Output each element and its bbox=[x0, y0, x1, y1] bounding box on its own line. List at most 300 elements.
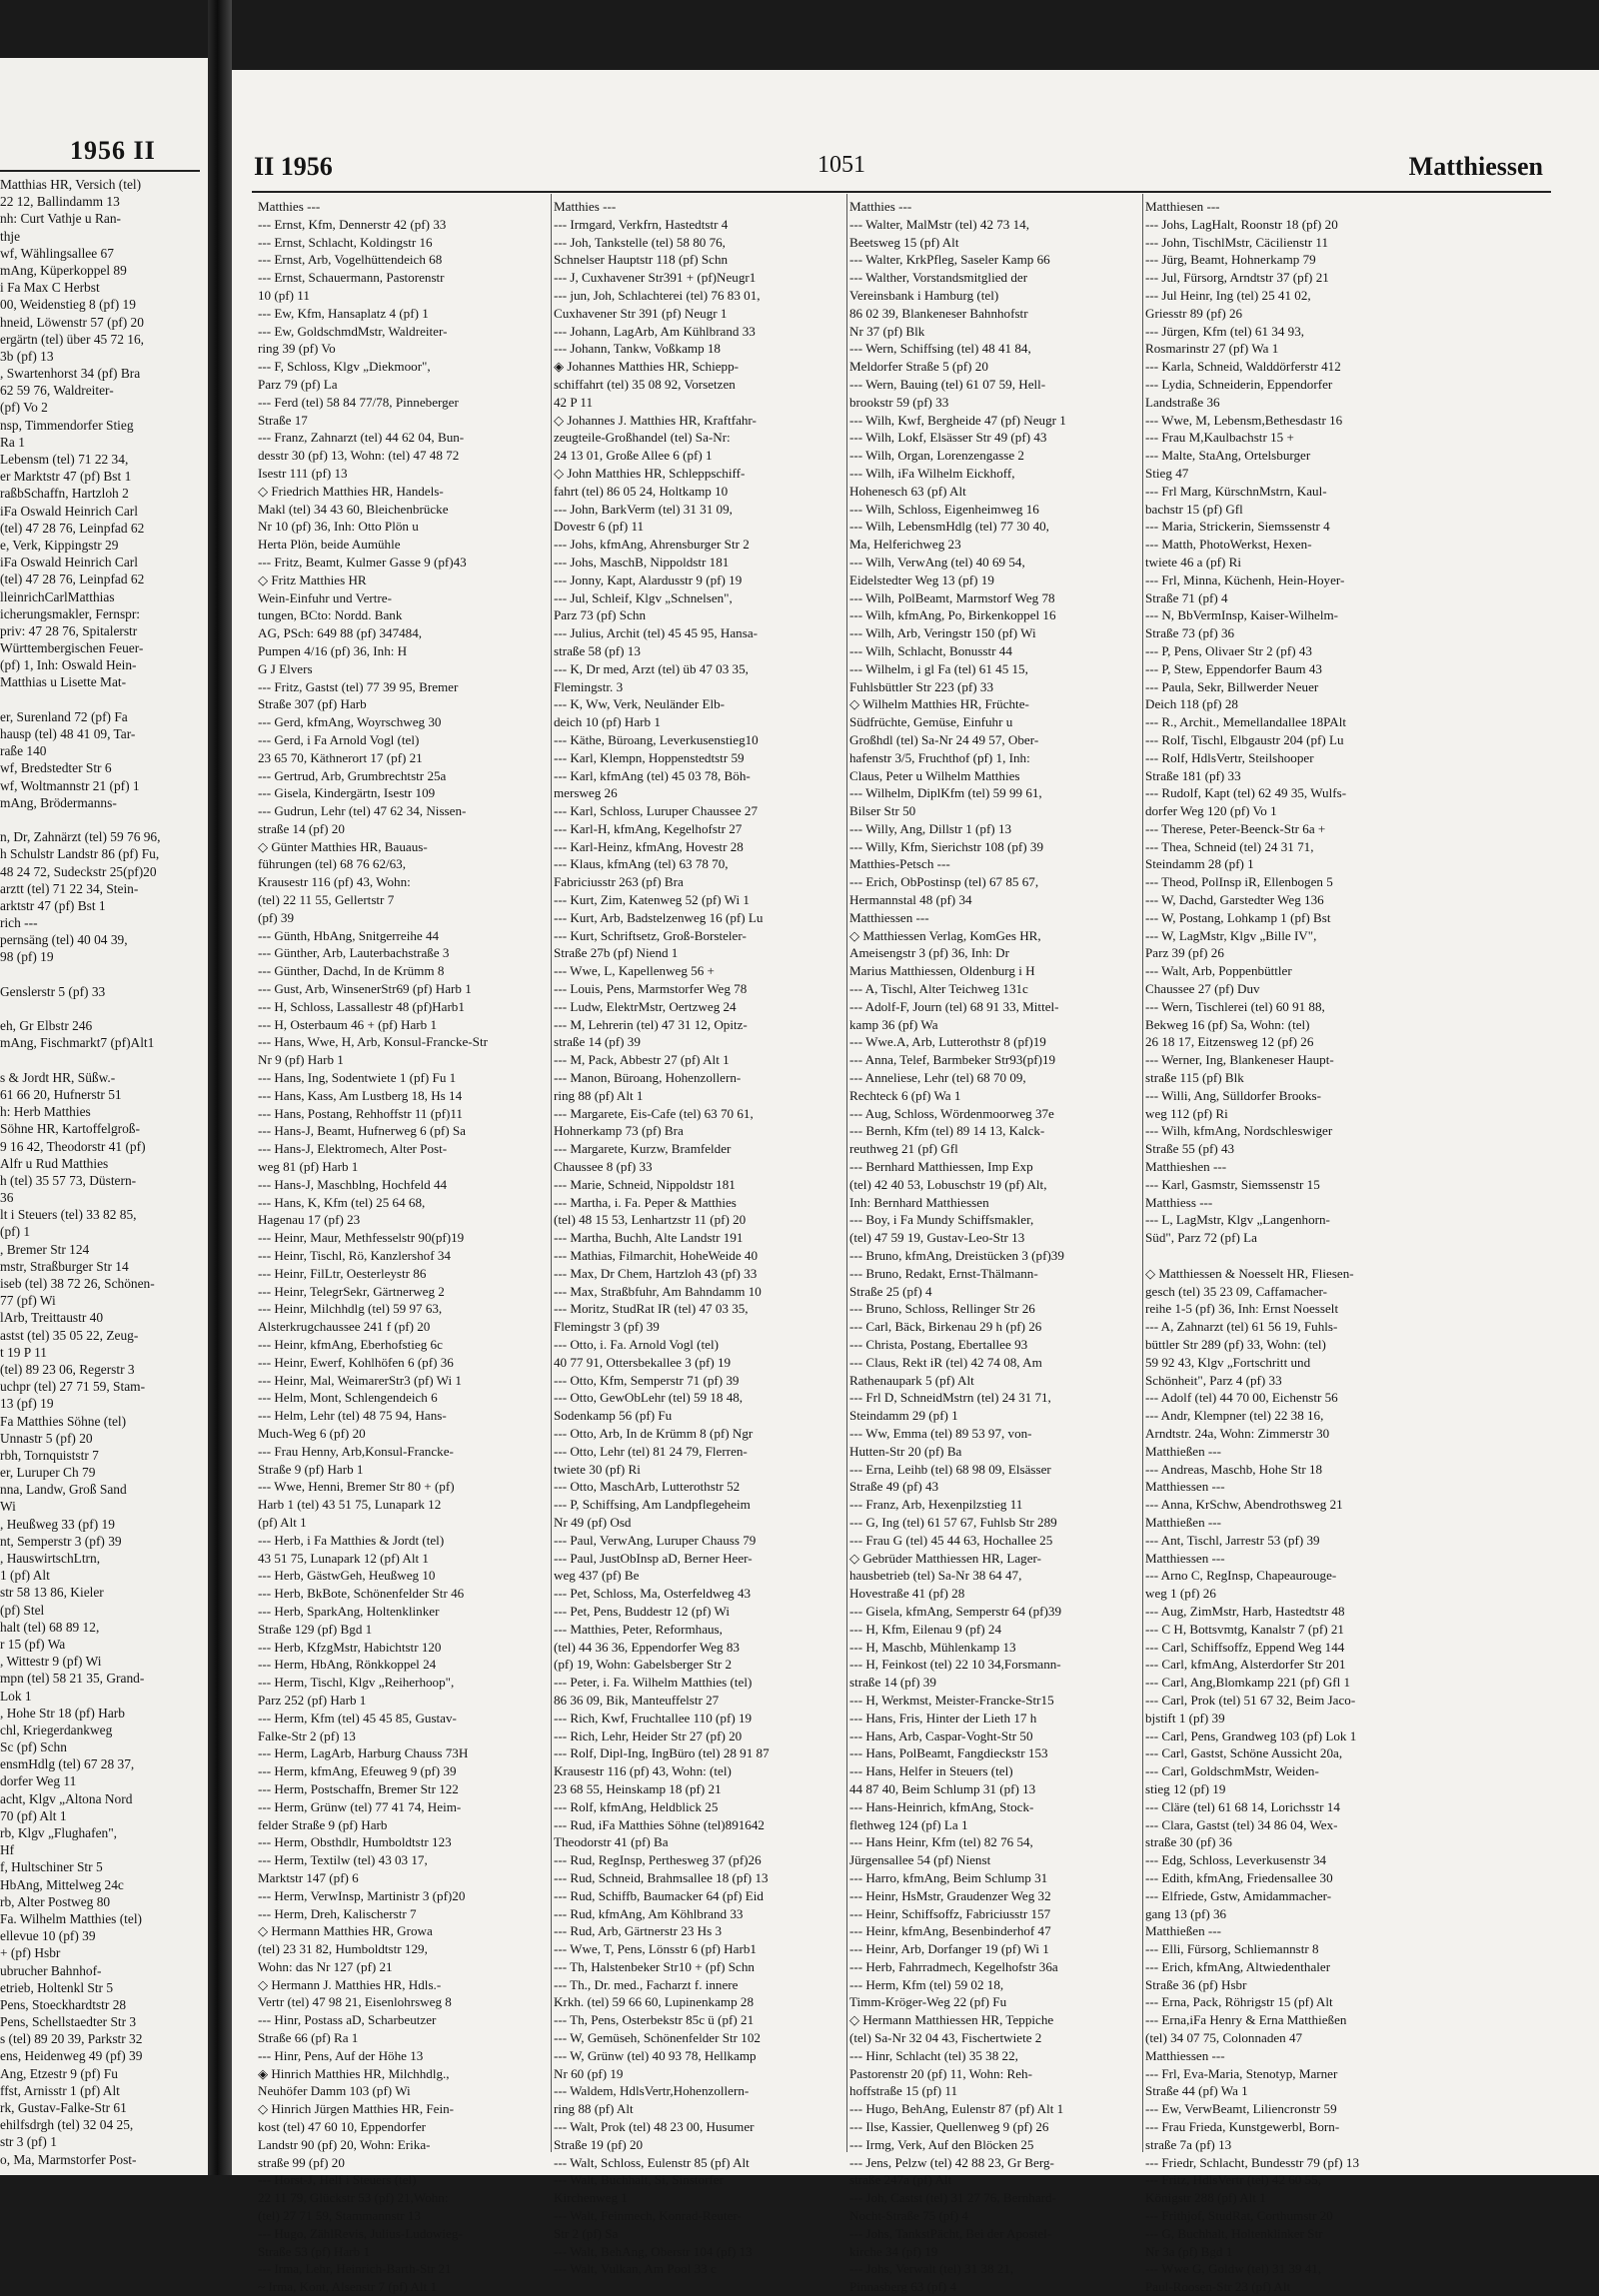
directory-entry-line: --- Walther, Vorstandsmitglied der bbox=[849, 270, 1028, 286]
directory-entry-line: --- Johs, TankstPächt, Bei der Apostel- bbox=[849, 2225, 1052, 2241]
directory-entry-line: 86 36 09, Bik, Manteuffelstr 27 bbox=[554, 1692, 720, 1708]
directory-entry-line: --- G, Buchhalt, Holtenklinker Str bbox=[1145, 2225, 1323, 2241]
left-page-line: icherungsmakler, Fernspr: bbox=[0, 605, 141, 621]
directory-entry-line: Südfrüchte, Gemüse, Einfuhr u bbox=[849, 714, 1013, 730]
directory-entry-line: Matthiess --- bbox=[1145, 1194, 1213, 1210]
directory-entry-line: Arndtstr. 24a, Wohn: Zimmerstr 30 bbox=[1145, 1425, 1330, 1441]
directory-entry-line: flethweg 124 (pf) La 1 bbox=[849, 1816, 968, 1832]
left-page-line: HbAng, Mittelweg 24c bbox=[0, 1876, 124, 1892]
directory-entry-line: --- Karl-Heinz, kfmAng, Hovestr 28 bbox=[554, 838, 744, 854]
left-page-line: rk, Gustav-Falke-Str 61 bbox=[0, 2100, 127, 2115]
directory-entry-line: ◈ Hinrich Matthies HR, Milchhdlg., bbox=[258, 2065, 450, 2081]
directory-entry-line: --- Erich, kfmAng, Altwiedenthaler bbox=[1145, 1958, 1331, 1974]
directory-entry-line: --- K, Ww, Verk, Neuländer Elb- bbox=[554, 696, 726, 712]
directory-entry-line: Dovestr 6 (pf) 11 bbox=[554, 519, 645, 535]
directory-entry-line: --- Hans, Helfer in Steuers (tel) bbox=[849, 1763, 1013, 1779]
directory-entry-line: --- Hinr, Schlacht (tel) 35 38 22, bbox=[849, 2047, 1018, 2063]
directory-entry-line: --- Wilh, Schlacht, Bonusstr 44 bbox=[849, 642, 1012, 658]
directory-entry-line: --- Herb, BkBote, Schönenfelder Str 46 bbox=[258, 1586, 465, 1602]
directory-entry-line: --- Jonny, Kapt, Alardusstr 9 (pf) 19 bbox=[554, 572, 743, 587]
directory-entry-line: Matthießen --- bbox=[1145, 1514, 1221, 1530]
directory-entry-line: --- Herb, GästwGeh, Heußweg 10 bbox=[258, 1568, 436, 1584]
directory-entry-line: --- Johann, LagArb, Am Kühlbrand 33 bbox=[554, 323, 756, 339]
directory-entry-line: Claus, Peter u Wilhelm Matthies bbox=[849, 767, 1020, 783]
left-page-line: er, Luruper Ch 79 bbox=[0, 1465, 96, 1481]
directory-entry-line: --- Gust, Arb, WinsenerStr69 (pf) Harb 1 bbox=[258, 981, 472, 997]
left-page-line: hausp (tel) 48 41 09, Tar- bbox=[0, 726, 136, 741]
directory-entry-line: --- Wilh, Kwf, Bergheide 47 (pf) Neugr 1 bbox=[849, 412, 1066, 428]
directory-entry-line: --- Hans, Arb, Caspar-Voght-Str 50 bbox=[849, 1727, 1033, 1743]
directory-entry-line: --- Carl, Schiffsoffz, Eppend Weg 144 bbox=[1145, 1639, 1345, 1655]
left-page-line: 9 16 42, Theodorstr 41 (pf) bbox=[0, 1138, 146, 1154]
directory-entry-line: ring 88 (pf) Alt 1 bbox=[554, 1087, 644, 1103]
left-page-line: lArb, Treittaustr 40 bbox=[0, 1310, 104, 1326]
directory-entry-line: --- Pet, Pens, Buddestr 12 (pf) Wi bbox=[554, 1603, 730, 1619]
directory-entry-line: --- Otto, Arb, In de Krümm 8 (pf) Ngr bbox=[554, 1425, 754, 1441]
directory-entry-line: Rathenaupark 5 (pf) Alt bbox=[849, 1372, 974, 1388]
directory-entry-line: Beetsweg 15 (pf) Alt bbox=[849, 234, 959, 250]
directory-entry-line: Straße 181 (pf) 33 bbox=[1145, 767, 1241, 783]
directory-entry-line: G J Elvers bbox=[258, 660, 313, 676]
directory-entry-line: (pf) Alt 1 bbox=[258, 1514, 307, 1530]
directory-entry-line: felder Straße 9 (pf) Harb bbox=[258, 1816, 388, 1832]
directory-entry-line: --- Rolf, Tischl, Elbgaustr 204 (pf) Lu bbox=[1145, 731, 1344, 747]
directory-entry-line: --- Herm, Tischl, Klgv „Reiherhoop", bbox=[258, 1675, 455, 1691]
directory-entry-line: --- Carl, Ang,Blomkamp 221 (pf) Gfl 1 bbox=[1145, 1675, 1351, 1691]
directory-entry-line: Bekweg 16 (pf) Sa, Wohn: (tel) bbox=[1145, 1016, 1310, 1032]
directory-entry-line: --- Heinr, Ewerf, Kohlhöfen 6 (pf) 36 bbox=[258, 1354, 454, 1370]
directory-entry-line: --- Carl, Prok (tel) 51 67 32, Beim Jaco- bbox=[1145, 1692, 1356, 1708]
left-page-line: s (tel) 89 20 39, Parkstr 32 bbox=[0, 2031, 143, 2047]
directory-entry-line: --- Ww, Emma (tel) 89 53 97, von- bbox=[849, 1425, 1032, 1441]
left-page-line: e, Verk, Kippingstr 29 bbox=[0, 537, 119, 553]
directory-entry-line: straße 115 (pf) Blk bbox=[1145, 1070, 1244, 1086]
directory-entry-line: straße 7a (pf) 13 bbox=[1145, 2136, 1232, 2152]
directory-entry-line: ◇ Matthiessen Verlag, KomGes HR, bbox=[849, 927, 1041, 943]
directory-entry-line: Paul-Roosen-Str 23 (pf) Alt bbox=[1145, 2279, 1291, 2295]
directory-entry-line: --- Günther, Dachd, In de Krümm 8 bbox=[258, 963, 445, 979]
directory-entry-line: --- Wwe, L, Kapellenweg 56 + bbox=[554, 963, 715, 979]
directory-entry-line: --- Adolf-F, Journ (tel) 68 91 33, Mittel- bbox=[849, 998, 1059, 1014]
directory-entry-line: --- Frithjof, StudRat, Corthumstr 20 bbox=[1145, 2208, 1333, 2224]
directory-entry-line: Theodorstr 41 (pf) Ba bbox=[554, 1834, 669, 1850]
directory-entry-line: Matthies-Petsch --- bbox=[849, 856, 950, 872]
directory-entry-line: --- Hugo, BehAng, Eulenstr 87 (pf) Alt 1 bbox=[849, 2101, 1064, 2117]
directory-entry-line: Matthiessen --- bbox=[1145, 1550, 1225, 1566]
left-page-line: mAng, Küperkoppel 89 bbox=[0, 262, 127, 278]
directory-entry-line: --- Bernh, Kfm (tel) 89 14 13, Kalck- bbox=[849, 1123, 1045, 1139]
directory-entry-line: stieg 12 (pf) 19 bbox=[1145, 1780, 1226, 1796]
directory-entry-line: --- Edg, Schloss, Leverkusenstr 34 bbox=[1145, 1852, 1327, 1868]
left-page-line: etrieb, Holtenkl Str 5 bbox=[0, 1979, 114, 1995]
directory-entry-line: --- Maria, Strickerin, Siemssenstr 4 bbox=[1145, 519, 1330, 535]
directory-entry-line: --- Wilh, Organ, Lorenzengasse 2 bbox=[849, 448, 1024, 464]
directory-entry-line: --- L, LagMstr, Klgv „Langenhorn- bbox=[1145, 1212, 1330, 1228]
directory-entry-line: --- Harro, kfmAng, Beim Schlump 31 bbox=[849, 1869, 1048, 1885]
directory-entry-line: --- Ew, Kfm, Hansaplatz 4 (pf) 1 bbox=[258, 305, 429, 321]
directory-entry-line: --- Johs, Verwalt (tel) 31 38 21, bbox=[849, 2261, 1014, 2277]
directory-entry-line: --- Frl D, SchneidMstrn (tel) 24 31 71, bbox=[849, 1390, 1051, 1406]
directory-entry-line: Rosmarinstr 27 (pf) Wa 1 bbox=[1145, 341, 1279, 357]
directory-entry-line: --- P, Pens, Olivaer Str 2 (pf) 43 bbox=[1145, 642, 1312, 658]
directory-entry-line: --- Otto, MaschArb, Lutterothstr 52 bbox=[554, 1479, 741, 1495]
directory-entry-line: --- Hans, Kass, Am Lustberg 18, Hs 14 bbox=[258, 1087, 463, 1103]
directory-entry-line: Straße 36 (pf) Hsbr bbox=[1145, 1976, 1247, 1992]
directory-entry-line: --- Hans-J, Maschblng, Hochfeld 44 bbox=[258, 1176, 448, 1192]
left-page-line: Sc (pf) Schn bbox=[0, 1739, 67, 1755]
directory-entry-line: kost (tel) 47 60 10, Eppendorfer bbox=[258, 2119, 426, 2135]
directory-entry-line: --- Gerd, i Fa Arnold Vogl (tel) bbox=[258, 731, 420, 747]
directory-entry-line: Herta Plön, beide Aumühle bbox=[258, 537, 401, 553]
directory-entry-line: bjstift 1 (pf) 39 bbox=[1145, 1710, 1225, 1725]
directory-entry-line: --- Anna, KrSchw, Abendrothsweg 21 bbox=[1145, 1497, 1343, 1513]
left-page-line: er, Surenland 72 (pf) Fa bbox=[0, 708, 128, 724]
directory-entry-line: --- Klaus, kfmAng (tel) 63 78 70, bbox=[554, 856, 729, 872]
directory-entry-line: --- W, Postang, Lohkamp 1 (pf) Bst bbox=[1145, 909, 1331, 925]
directory-entry-line: --- Rich, Kwf, Fruchtallee 110 (pf) 19 bbox=[554, 1710, 753, 1725]
directory-entry-line: --- Aug, Schloss, Wördenmoorweg 37e bbox=[849, 1105, 1054, 1121]
left-page-line: , Wittestr 9 (pf) Wi bbox=[0, 1654, 102, 1670]
directory-entry-line: --- Ew, VerwBeamt, Liliencronstr 59 bbox=[1145, 2101, 1337, 2117]
directory-entry-line: --- Erna, Pack, Röhrigstr 15 (pf) Alt bbox=[1145, 1994, 1333, 2010]
directory-entry-line: straße 99 (pf) 20 bbox=[258, 2154, 345, 2170]
left-page-line: , HauswirtschLtrn, bbox=[0, 1551, 101, 1566]
left-page-line: , Swartenhorst 34 (pf) Bra bbox=[0, 366, 141, 382]
left-page-line: arztt (tel) 71 22 34, Stein- bbox=[0, 880, 139, 896]
directory-entry-line: Harb 1 (tel) 43 51 75, Lunapark 12 bbox=[258, 1497, 442, 1513]
left-page-line: Ang, Etzestr 9 (pf) Fu bbox=[0, 2065, 118, 2081]
directory-entry-line: --- H, Werkmst, Meister-Francke-Str15 bbox=[849, 1692, 1054, 1708]
directory-entry-line: Chaussee 8 (pf) 33 bbox=[554, 1159, 653, 1175]
left-page-line: Pens, Schellstaedter Str 3 bbox=[0, 2014, 137, 2030]
left-page-line: n, Dr, Zahnärzt (tel) 59 76 96, bbox=[0, 829, 161, 845]
directory-entry-line: --- Willy, Ang, Dillstr 1 (pf) 13 bbox=[849, 820, 1012, 836]
directory-entry-line: --- Irmgard, Verkfrn, Hastedtstr 4 bbox=[554, 216, 729, 232]
directory-entry-line: Nr 3a (pf) Bgd 1 bbox=[1145, 2243, 1233, 2259]
directory-entry-line: --- Matth, PhotoWerkst, Hexen- bbox=[1145, 537, 1312, 553]
directory-entry-line: --- A, Tischl, Alter Teichweg 131c bbox=[849, 981, 1028, 997]
left-page-line: 22 12, Ballindamm 13 bbox=[0, 194, 120, 210]
left-page-line: dorfer Weg 11 bbox=[0, 1773, 77, 1789]
directory-entry-line: --- Therese, Peter-Beenck-Str 6a + bbox=[1145, 820, 1326, 836]
directory-entry-line: --- Heinr, Arb, Dorfanger 19 (pf) Wi 1 bbox=[849, 1941, 1049, 1957]
column-3 bbox=[849, 198, 1141, 2295]
directory-entry-line: --- Heinr, Tischl, Rö, Kanzlershof 34 bbox=[258, 1248, 451, 1264]
directory-entry-line: Hohenesch 63 (pf) Alt bbox=[849, 483, 966, 499]
directory-entry-line: --- Wwe, M, Lebensm,Bethesdastr 16 bbox=[1145, 412, 1343, 428]
directory-entry-line: ◇ John Matthies HR, Schleppschiff- bbox=[554, 465, 746, 481]
directory-entry-line: --- Wilh, iFa Wilhelm Eickhoff, bbox=[849, 465, 1015, 481]
directory-entry-line: --- Elfriede, Gstw, Amidammacher- bbox=[1145, 1887, 1332, 1903]
directory-entry-line: --- Elli, Fürsorg, Schliemannstr 8 bbox=[1145, 1941, 1319, 1957]
directory-entry-line: --- Hinr, Pens, Auf der Höhe 13 bbox=[258, 2047, 424, 2063]
directory-entry-line: büttler Str 289 (pf) 33, Wohn: (tel) bbox=[1145, 1337, 1326, 1352]
directory-entry-line: --- Erich, ObPostinsp (tel) 67 85 67, bbox=[849, 874, 1039, 890]
directory-entry-line: --- Moritz, StudRat IR (tel) 47 03 35, bbox=[554, 1301, 749, 1317]
directory-entry-line: --- Heinr, kfmAng, Eberhofstieg 6c bbox=[258, 1337, 443, 1352]
directory-entry-line: --- P, Stew, Eppendorfer Baum 43 bbox=[1145, 660, 1322, 676]
left-page-line: 00, Weidenstieg 8 (pf) 19 bbox=[0, 297, 136, 313]
directory-entry-line: --- Andr, Klempner (tel) 22 38 16, bbox=[1145, 1408, 1324, 1424]
directory-entry-line: reuthweg 21 (pf) Gfl bbox=[849, 1141, 958, 1157]
directory-entry-line: führungen (tel) 68 76 62/63, bbox=[258, 856, 407, 872]
directory-entry-line: --- Christa, Postang, Ebertallee 93 bbox=[849, 1337, 1028, 1352]
directory-entry-line: 26 18 17, Eitzensweg 12 (pf) 26 bbox=[1145, 1034, 1314, 1050]
directory-entry-line: --- Jul, Fürsorg, Arndtstr 37 (pf) 21 bbox=[1145, 270, 1329, 286]
directory-entry-line: ◇ Gebrüder Matthiessen HR, Lager- bbox=[849, 1550, 1041, 1566]
directory-entry-line: --- Otto, i. Fa. Arnold Vogl (tel) bbox=[554, 1337, 719, 1352]
directory-entry-line: mersweg 26 bbox=[554, 785, 618, 801]
directory-entry-line: (tel) 22 11 55, Gellertstr 7 bbox=[258, 892, 395, 908]
directory-entry-line: Griesstr 89 (pf) 26 bbox=[1145, 305, 1243, 321]
directory-entry-line: --- Anneliese, Lehr (tel) 68 70 09, bbox=[849, 1070, 1026, 1086]
left-page-line: h (tel) 35 57 73, Düstern- bbox=[0, 1172, 137, 1188]
directory-entry-line: --- Johs, MaschB, Nippoldstr 181 bbox=[554, 554, 730, 570]
directory-entry-line: --- Frl Marg, KürschnMstrn, Kaul- bbox=[1145, 483, 1327, 499]
directory-entry-line: --- Walter, KrkPfleg, Saseler Kamp 66 bbox=[849, 252, 1050, 268]
left-page-line: raße 140 bbox=[0, 743, 47, 759]
column-1 bbox=[258, 198, 550, 2295]
directory-entry-line: Krkh. (tel) 59 66 60, Lupinenkamp 28 bbox=[554, 1994, 755, 2010]
directory-entry-line: Chaussee 27 (pf) Duv bbox=[1145, 981, 1260, 997]
directory-entry-line: --- Käthe, Büroang, Leverkusenstieg10 bbox=[554, 731, 759, 747]
directory-entry-line: --- Wilh, Arb, Veringstr 150 (pf) Wi bbox=[849, 625, 1036, 641]
header-rule bbox=[252, 191, 1551, 193]
left-page-line: Fa Matthies Söhne (tel) bbox=[0, 1413, 127, 1429]
directory-entry-line: --- Frau M,Kaulbachstr 15 + bbox=[1145, 430, 1294, 446]
directory-entry-line: --- Theod, PolInsp iR, Ellenbogen 5 bbox=[1145, 874, 1333, 890]
directory-entry-line: bachstr 15 (pf) Gfl bbox=[1145, 501, 1243, 517]
directory-entry-line: ◇ Matthiessen & Noesselt HR, Fliesen- bbox=[1145, 1265, 1354, 1281]
directory-entry-line: ◈ Johannes Matthies HR, Schiepp- bbox=[554, 359, 739, 375]
directory-entry-line: --- Martha, i. Fa. Peper & Matthies bbox=[554, 1194, 737, 1210]
directory-entry-line: Hermannstal 48 (pf) 34 bbox=[849, 892, 972, 908]
directory-entry-line: (tel) 44 36 36, Eppendorfer Weg 83 bbox=[554, 1639, 740, 1655]
directory-entry-line: --- Herm, HbAng, Rönkkoppel 24 bbox=[258, 1657, 437, 1673]
directory-entry-line: --- Gisela, kfmAng, Semperstr 64 (pf)39 bbox=[849, 1603, 1061, 1619]
directory-entry-line: --- Wilh, Lokf, Elsässer Str 49 (pf) 43 bbox=[849, 430, 1047, 446]
directory-entry-line: Matthießen --- bbox=[1145, 1923, 1221, 1939]
directory-entry-line: 23 65 70, Käthnerort 17 (pf) 21 bbox=[258, 749, 423, 765]
left-page-line: lt i Steuers (tel) 33 82 85, bbox=[0, 1207, 137, 1223]
directory-entry-line: (tel) 47 59 19, Gustav-Leo-Str 13 bbox=[849, 1230, 1025, 1246]
left-page-line: Genslerstr 5 (pf) 33 bbox=[0, 983, 106, 999]
directory-entry-line: --- Willi, Ang, Sülldorfer Brooks- bbox=[1145, 1087, 1321, 1103]
directory-entry-line: Matthießen --- bbox=[1145, 1443, 1221, 1459]
directory-entry-line: Straße 55 (pf) 43 bbox=[1145, 1141, 1235, 1157]
left-page-line: ensmHdlg (tel) 67 28 37, bbox=[0, 1756, 135, 1772]
directory-entry-line: --- Irmg, Verk, Auf den Blöcken 25 bbox=[849, 2136, 1034, 2152]
left-page-line: t 19 P 11 bbox=[0, 1344, 47, 1360]
left-page-line: rb, Alter Postweg 80 bbox=[0, 1893, 111, 1909]
directory-entry-line: twiete 46 a (pf) Ri bbox=[1145, 554, 1241, 570]
left-page-line: h Schulstr Landstr 86 (pf) Fu, bbox=[0, 846, 160, 862]
directory-entry-line: --- G, Ing (tel) 61 57 67, Fuhlsb Str 289 bbox=[849, 1514, 1057, 1530]
directory-entry-line: Eidelstedter Weg 13 (pf) 19 bbox=[849, 572, 994, 587]
directory-entry-line: ~ Irma, Kont, Alsenstr 7 (pf) Alt 1 bbox=[258, 2279, 438, 2295]
directory-entry-line: --- Peter, i. Fa. Wilhelm Matthies (tel) bbox=[554, 1675, 753, 1691]
left-page-line: iFa Oswald Heinrich Carl bbox=[0, 555, 138, 571]
directory-entry-line: weg 437 (pf) Be bbox=[554, 1568, 640, 1584]
directory-entry-line: Bilser Str 50 bbox=[849, 803, 916, 819]
left-page-line: 61 66 20, Hufnerstr 51 bbox=[0, 1086, 122, 1102]
directory-entry-line: --- Hans, PolBeamt, Fangdieckstr 153 bbox=[849, 1745, 1048, 1761]
directory-entry-line: --- Erna, Leihb (tel) 68 98 09, Elsässer bbox=[849, 1461, 1051, 1477]
left-page-line: Pens, Stoeckhardtstr 28 bbox=[0, 1996, 127, 2012]
directory-entry-line: --- Herm, Grünw (tel) 77 41 74, Heim- bbox=[258, 1798, 462, 1814]
directory-entry-line: --- Carl, GoldschmMstr, Weiden- bbox=[1145, 1763, 1319, 1779]
left-page-line: rich --- bbox=[0, 915, 38, 931]
directory-entry-line: --- Margarete, Kurzw, Bramfelder bbox=[554, 1141, 732, 1157]
directory-entry-line: --- Rud, iFa Matthies Söhne (tel)891642 bbox=[554, 1816, 765, 1832]
left-page-line: i Fa Max C Herbst bbox=[0, 280, 100, 296]
directory-entry-line: --- Frau G (tel) 45 44 63, Hochallee 25 bbox=[849, 1532, 1053, 1548]
directory-entry-line: --- Pet, Schloss, Ma, Osterfeldweg 43 bbox=[554, 1586, 752, 1602]
directory-entry-line: --- Th, Pens, Osterbekstr 85c ü (pf) 21 bbox=[554, 2012, 755, 2028]
directory-entry-line: Landstraße 36 bbox=[1145, 394, 1220, 410]
directory-entry-line: --- Herm, Postschaffn, Bremer Str 122 bbox=[258, 1780, 459, 1796]
directory-entry-line: --- Wern, Schiffsing (tel) 48 41 84, bbox=[849, 341, 1031, 357]
left-page-line: ergärtn (tel) über 45 72 16, bbox=[0, 331, 145, 347]
left-page-line bbox=[0, 1000, 204, 1017]
directory-entry-line: 23 68 55, Heinskamp 18 (pf) 21 bbox=[554, 1780, 722, 1796]
directory-entry-line: --- Hans, Wwe, H, Arb, Konsul-Francke-Str bbox=[258, 1034, 488, 1050]
directory-entry-line: --- R., Archit., Memellandallee 18PAlt bbox=[1145, 714, 1346, 730]
directory-entry-line: --- Frl, Minna, Küchenh, Hein-Hoyer- bbox=[1145, 572, 1345, 587]
left-page-line: , Hohe Str 18 (pf) Harb bbox=[0, 1705, 125, 1721]
directory-entry-line: Süd", Parz 72 (pf) La bbox=[1145, 1230, 1257, 1246]
directory-entry-line: Straße 17 bbox=[258, 412, 308, 428]
left-page-line: rb, Klgv „Flughafen", bbox=[0, 1825, 118, 1840]
directory-entry-line: --- Frau Frieda, Kunstgewerbl, Born- bbox=[1145, 2119, 1340, 2135]
directory-entry-line: straße 58 (pf) 13 bbox=[554, 642, 641, 658]
directory-entry-line: --- Hans, Postang, Rehhoffstr 11 (pf)11 bbox=[258, 1105, 463, 1121]
left-page-line: acht, Klgv „Altona Nord bbox=[0, 1790, 133, 1806]
directory-entry-line: --- Heinr, Maur, Methfesselstr 90(pf)19 bbox=[258, 1230, 465, 1246]
directory-entry-line: (tel) 23 31 82, Humboldtstr 129, bbox=[258, 1941, 428, 1957]
directory-entry-line: desstr 30 (pf) 13, Wohn: (tel) 47 48 72 bbox=[258, 448, 460, 464]
directory-entry-line: --- Andreas, Maschb, Hohe Str 18 bbox=[1145, 1461, 1323, 1477]
directory-entry-line: --- Walt, Arb, Poppenbüttler bbox=[1145, 963, 1292, 979]
directory-entry-line: --- Herm, VerwInsp, Martinistr 3 (pf)20 bbox=[258, 1887, 466, 1903]
directory-entry-line: 86 02 39, Blankeneser Bahnhofstr bbox=[849, 305, 1028, 321]
directory-entry-line: Straße 53 (pf) Harb 1 bbox=[258, 2243, 370, 2259]
directory-entry-line: --- Kurt, Zim, Katenweg 52 (pf) Wi 1 bbox=[554, 892, 750, 908]
directory-entry-line: --- Mathias, Filmarchit, HoheWeide 40 bbox=[554, 1248, 759, 1264]
directory-entry-line: --- Herm, Obsthdlr, Humboldtstr 123 bbox=[258, 1834, 452, 1850]
left-page-line: Alfr u Rud Matthies bbox=[0, 1155, 109, 1171]
directory-entry-line: --- Gerd, kfmAng, Woyrschweg 30 bbox=[258, 714, 442, 730]
directory-entry-line: Nr 10 (pf) 36, Inh: Otto Plön u bbox=[258, 519, 419, 535]
directory-entry-line: 22 11 79, Glückstr 53 (pf) 21,Wohn: bbox=[258, 2190, 449, 2206]
directory-entry-line: Fuhlsbüttler Str 223 (pf) 33 bbox=[849, 678, 994, 694]
directory-entry-line: --- M, Pack, Abbestr 27 (pf) Alt 1 bbox=[554, 1052, 730, 1068]
directory-entry-line: --- H, Osterbaum 46 + (pf) Harb 1 bbox=[258, 1016, 438, 1032]
column-divider bbox=[846, 194, 847, 2152]
directory-entry-line: --- Fritz, Gastst (tel) 77 39 95, Bremer bbox=[258, 678, 459, 694]
directory-entry-line: Cuxhavener Str 391 (pf) Neugr 1 bbox=[554, 305, 728, 321]
left-page-line: ehilfsdrgh (tel) 32 04 25, bbox=[0, 2117, 134, 2133]
directory-entry-line: --- Heinr, Schiffsoffz, Fabriciusstr 157 bbox=[849, 1905, 1051, 1921]
directory-entry-line: Nr 60 (pf) 19 bbox=[554, 2065, 624, 2081]
directory-entry-line: Wein-Einfuhr und Vertre- bbox=[258, 589, 392, 605]
directory-entry-line: --- Clara, Gastst (tel) 34 86 04, Wex- bbox=[1145, 1816, 1338, 1832]
directory-entry-line: Straße 9 (pf) Harb 1 bbox=[258, 1461, 364, 1477]
directory-entry-line: Sodenkamp 56 (pf) Fu bbox=[554, 1408, 673, 1424]
directory-entry-line: Matthieshen --- bbox=[1145, 1159, 1227, 1175]
left-page-line: arktstr 47 (pf) Bst 1 bbox=[0, 897, 106, 913]
directory-entry-line: --- Günth, HbAng, Snitgerreihe 44 bbox=[258, 927, 440, 943]
directory-entry-line: Parz 79 (pf) La bbox=[258, 376, 338, 392]
directory-entry-line: --- Karl, Schloss, Luruper Chaussee 27 bbox=[554, 803, 758, 819]
directory-entry-line: --- Jens, Pelzw (tel) 42 88 23, Gr Berg- bbox=[849, 2154, 1054, 2170]
directory-entry-line: Pumpen 4/16 (pf) 36, Inh: H bbox=[258, 642, 408, 658]
left-page-line: , Heußweg 33 (pf) 19 bbox=[0, 1516, 115, 1532]
directory-entry-line: Hohnerkamp 73 (pf) Bra bbox=[554, 1123, 684, 1139]
directory-entry-line: --- Herb, SparkAng, Holtenklinker bbox=[258, 1603, 440, 1619]
directory-entry-line: Nocht-Straße 75 (pf) 4 bbox=[849, 2208, 968, 2224]
directory-entry-line: --- John, BarkVerm (tel) 31 31 09, bbox=[554, 501, 733, 517]
directory-entry-line: --- F, Schloss, Klgv „Diekmoor", bbox=[258, 359, 431, 375]
directory-entry-line: --- Helm, Mont, Schlengendeich 6 bbox=[258, 1390, 438, 1406]
left-page-line: 98 (pf) 19 bbox=[0, 949, 54, 965]
directory-entry-line: --- Ew, GoldschmdMstr, Waldreiter- bbox=[258, 323, 448, 339]
directory-entry-line: --- Paul, VerwAng, Luruper Chauss 79 bbox=[554, 1532, 757, 1548]
directory-entry-line: --- W, Gemüseh, Schönenfelder Str 102 bbox=[554, 2030, 761, 2046]
directory-entry-line: --- Ernst, Schauermann, Pastorenstr bbox=[258, 270, 445, 286]
left-page-line: (tel) 47 28 76, Leinpfad 62 bbox=[0, 520, 145, 536]
directory-entry-line: 59 92 43, Klgv „Fortschritt und bbox=[1145, 1354, 1311, 1370]
directory-entry-line: --- Thea, Schneid (tel) 24 31 71, bbox=[1145, 838, 1314, 854]
left-page-line: er Marktstr 47 (pf) Bst 1 bbox=[0, 469, 132, 485]
directory-entry-line: Vertr (tel) 47 98 21, Eisenlohrsweg 8 bbox=[258, 1994, 452, 2010]
directory-entry-line: --- Wwe G, Goldw (tel) 31 39 41, bbox=[1145, 2261, 1322, 2277]
directory-entry-line: Meldorfer Straße 5 (pf) 20 bbox=[849, 359, 988, 375]
directory-entry-line: --- Adolf (tel) 44 70 00, Eichenstr 56 bbox=[1145, 1390, 1338, 1406]
directory-entry-line: --- jun, Joh, Schlachterei (tel) 76 83 01, bbox=[554, 287, 761, 303]
directory-entry-line: weg 1 (pf) 26 bbox=[1145, 1586, 1216, 1602]
left-page-line: 13 (pf) 19 bbox=[0, 1396, 54, 1412]
directory-entry-line: Falke-Str 2 (pf) 13 bbox=[258, 1727, 356, 1743]
directory-entry-line: ◇ Hermann Matthiessen HR, Teppiche bbox=[849, 2012, 1054, 2028]
left-page-line: s & Jordt HR, Süßw.- bbox=[0, 1069, 116, 1085]
directory-entry-line: --- Karl-H, kfmAng, Kegelhofstr 27 bbox=[554, 820, 743, 836]
directory-entry-line: Straße 19 (pf) 20 bbox=[554, 2136, 644, 2152]
left-page-line: (pf) Vo 2 bbox=[0, 400, 48, 416]
directory-entry-line: straße 247a (pf) Alt bbox=[849, 2172, 952, 2188]
left-page-line: r 15 (pf) Wa bbox=[0, 1636, 66, 1652]
directory-entry-line: Much-Weg 6 (pf) 20 bbox=[258, 1425, 366, 1441]
directory-entry-line: Matthies --- bbox=[554, 199, 617, 214]
directory-entry-line: Vereinsbank i Hamburg (tel) bbox=[849, 287, 999, 303]
left-page-line: nsp, Timmendorfer Stieg bbox=[0, 417, 134, 433]
directory-entry-line: gesch (tel) 35 23 09, Caffamacher- bbox=[1145, 1283, 1328, 1299]
directory-entry-line: 42 P 11 bbox=[554, 394, 594, 410]
directory-entry-line: --- Ludw, ElektrMstr, Oertzweg 24 bbox=[554, 998, 737, 1014]
column-divider bbox=[551, 194, 552, 2152]
directory-entry-line: --- Ernst, Arb, Vogelhüttendeich 68 bbox=[258, 252, 443, 268]
left-page-line bbox=[0, 811, 204, 828]
directory-entry-line: weg 112 (pf) Ri bbox=[1145, 1105, 1228, 1121]
directory-entry-line: --- Ernst, Kfm, Dennerstr 42 (pf) 33 bbox=[258, 216, 447, 232]
left-page-line: str 3 (pf) 1 bbox=[0, 2134, 57, 2150]
directory-entry-line: brookstr 59 (pf) 33 bbox=[849, 394, 949, 410]
directory-entry-line: Matthiesen --- bbox=[1145, 199, 1220, 214]
directory-entry-line: Str 2 (pf) Sa bbox=[554, 2225, 619, 2241]
directory-entry-line: --- Wwe, Henni, Bremer Str 80 + (pf) bbox=[258, 1479, 455, 1495]
left-page-line: ffst, Arnisstr 1 (pf) Alt bbox=[0, 2082, 120, 2098]
directory-entry-line: --- Bernhard Matthiessen, Imp Exp bbox=[849, 1159, 1033, 1175]
